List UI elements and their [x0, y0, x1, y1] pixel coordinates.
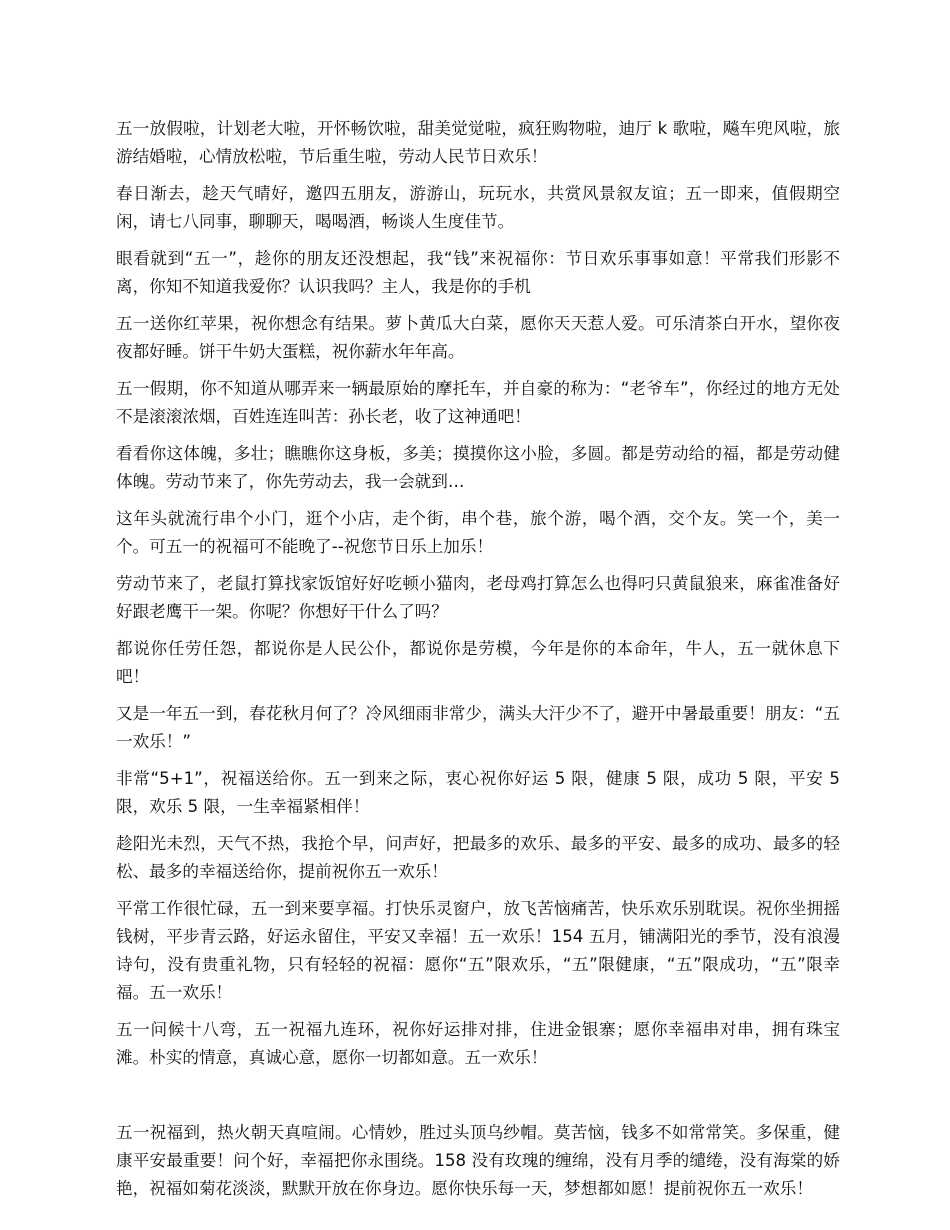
- paragraph-9: 都说你任劳任怨，都说你是人民公仆，都说你是劳模，今年是你的本命年，牛人，五一就休息下吧！: [116, 639, 840, 686]
- paragraph-5: 五一假期，你不知道从哪弄来一辆最原始的摩托车，并自豪的称为：“老爷车”，你经过的地方无处不是滚滚浓烟，百姓连连叫苦：孙长老，收了这神通吧！: [116, 379, 840, 426]
- paragraph-8: 劳动节来了，老鼠打算找家饭馆好好吃顿小猫肉，老母鸡打算怎么也得叼只黄鼠狼来，麻雀准备好好跟老鹰干一架。你呢？你想好干什么了吗？: [116, 574, 840, 621]
- paragraph-4: 五一送你红苹果，祝你想念有结果。萝卜黄瓜大白菜，愿你天天惹人爱。可乐清茶白开水，望你夜夜都好睡。饼干牛奶大蛋糕，祝你薪水年年高。: [116, 314, 840, 361]
- paragraph-gap: [116, 1081, 840, 1119]
- paragraph-11: 非常“5+1”，祝福送给你。五一到来之际，衷心祝你好运 5 限，健康 5 限，成功 5 限，平安 5 限，欢乐 5 限，一生幸福紧相伴！: [116, 769, 840, 816]
- paragraph-1: 五一放假啦，计划老大啦，开怀畅饮啦，甜美觉觉啦，疯狂购物啦，迪厅 k 歌啦，飚车兜风啦，旅游结婚啦，心情放松啦，节后重生啦，劳动人民节日欢乐！: [116, 119, 840, 166]
- paragraph-3: 眼看就到“五一”，趁你的朋友还没想起，我“钱”来祝福你：节日欢乐事事如意！平常我们形影不离，你知不知道我爱你？认识我吗？主人，我是你的手机: [116, 249, 840, 296]
- paragraph-2: 春日渐去，趁天气晴好，邀四五朋友，游游山，玩玩水，共赏风景叙友谊；五一即来，值假期空闲，请七八同事，聊聊天，喝喝酒，畅谈人生度佳节。: [116, 184, 840, 231]
- paragraph-12: 趁阳光未烈，天气不热，我抢个早，问声好，把最多的欢乐、最多的平安、最多的成功、最多的轻松、最多的幸福送给你，提前祝你五一欢乐！: [116, 834, 840, 881]
- paragraph-10: 又是一年五一到，春花秋月何了？冷风细雨非常少，满头大汗少不了，避开中暑最重要！朋友：“五一欢乐！”: [116, 704, 840, 751]
- paragraph-7: 这年头就流行串个小门，逛个小店，走个街，串个巷，旅个游，喝个酒，交个友。笑一个，美一个。可五一的祝福可不能晚了--祝您节日乐上加乐！: [116, 509, 840, 556]
- paragraph-13: 平常工作很忙碌，五一到来要享福。打快乐灵窗户，放飞苦恼痛苦，快乐欢乐别耽误。祝你坐拥摇钱树，平步青云路，好运永留住，平安又幸福！五一欢乐！154 五月，铺满阳光的季节，没有浪漫诗句，没有贵重礼物，只有轻轻的祝福：愿你“五”限欢乐，“五”限健康，“五”限成功，“五”限幸福。五一欢乐！: [116, 899, 840, 1002]
- document-page: [116, 115, 840, 1212]
- paragraph-6: 看看你这体魄，多壮；瞧瞧你这身板，多美；摸摸你这小脸，多圆。都是劳动给的福，都是劳动健体魄。劳动节来了，你先劳动去，我一会就到…: [116, 444, 840, 491]
- paragraph-14: 五一问候十八弯，五一祝福九连环，祝你好运排对排，住进金银寨；愿你幸福串对串，拥有珠宝滩。朴实的情意，真诚心意，愿你一切都如意。五一欢乐！: [116, 1020, 840, 1067]
- paragraph-15: 五一祝福到，热火朝天真喧闹。心情妙，胜过头顶乌纱帽。莫苦恼，钱多不如常常笑。多保重，健康平安最重要！问个好，幸福把你永围绕。158 没有玫瑰的缠绵，没有月季的缱绻，没有海棠的娇艳，祝福如菊花淡淡，默默开放在你身边。愿你快乐每一天，梦想都如愿！提前祝你五一欢乐！: [116, 1123, 840, 1198]
